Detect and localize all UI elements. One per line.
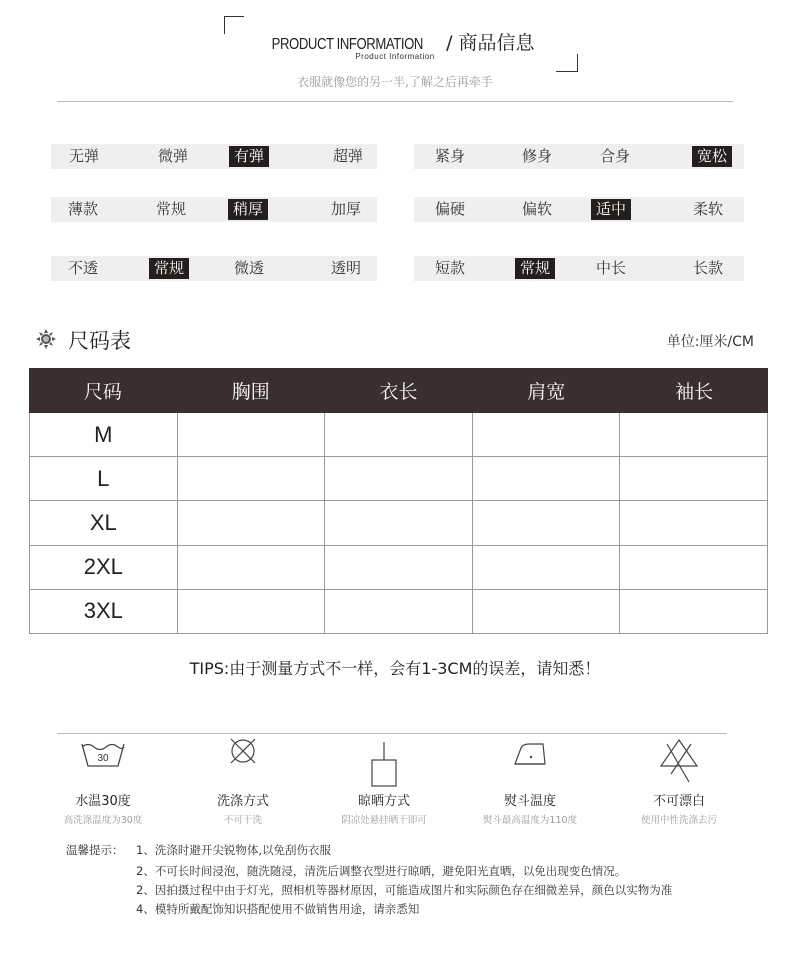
size-table-unit: 单位:厘米/CM (666, 334, 754, 350)
table-cell (620, 413, 768, 456)
sun-icon (36, 329, 56, 349)
care-label: 熨斗温度 (503, 794, 556, 809)
care-wash (38, 736, 168, 826)
attr-option: 透明 (331, 259, 362, 277)
attr-option: 无弹 (69, 147, 100, 165)
attr-option-selected: 有弹 (229, 146, 269, 167)
header-cell: 袖长 (675, 381, 714, 403)
size-cell: L (30, 457, 178, 500)
size-table-title: 尺码表 (68, 329, 131, 353)
attr-option: 短款 (435, 259, 466, 277)
table-row (29, 590, 768, 634)
attr-thickness (51, 197, 377, 222)
care-hang-dry (319, 736, 449, 826)
attr-option: 微弹 (158, 147, 189, 165)
wash-30-icon (78, 736, 128, 770)
attr-option-selected: 常规 (515, 258, 555, 279)
page-title-en: PRODUCT INFORMATION (272, 36, 424, 53)
attr-transparency (51, 256, 377, 281)
size-table (29, 368, 768, 634)
care-desc: 阴凉处悬挂晒干即可 (341, 815, 427, 826)
attr-option: 常规 (156, 200, 187, 218)
no-bleach-icon (657, 736, 701, 786)
attr-option: 偏硬 (435, 200, 466, 218)
size-table-header (29, 368, 768, 413)
header-corner-bottom-right (556, 54, 578, 72)
table-cell (178, 590, 326, 633)
care-bleach (614, 736, 744, 826)
no-dry-clean-icon (223, 736, 263, 770)
attr-option: 微透 (234, 259, 265, 277)
care-label: 洗涤方式 (216, 794, 269, 809)
size-cell: 2XL (30, 546, 178, 589)
attr-option-selected: 常规 (149, 258, 189, 279)
attr-fit (414, 144, 744, 169)
note-line: 4、模特所戴配饰知识搭配使用不做销售用途，请亲悉知 (136, 902, 420, 916)
measurement-tips: TIPS:由于测量方式不一样，会有1-3CM的误差，请知悉！ (189, 659, 601, 678)
attr-option: 薄款 (68, 200, 99, 218)
attr-option: 偏软 (522, 200, 553, 218)
attr-elasticity (51, 144, 377, 169)
care-divider (57, 733, 727, 734)
header-cell: 尺码 (83, 381, 122, 403)
size-cell: M (30, 413, 178, 456)
care-label: 水温30度 (75, 794, 131, 809)
care-label: 不可漂白 (652, 794, 705, 809)
attr-option: 中长 (596, 259, 627, 277)
table-cell (325, 457, 473, 500)
iron-icon (505, 736, 555, 770)
page-tagline: 衣服就像您的另一半,了解之后再牵手 (297, 75, 493, 89)
table-cell (325, 590, 473, 633)
care-dry-clean (178, 736, 308, 826)
header-cell: 肩宽 (527, 381, 566, 403)
svg-text:30: 30 (97, 753, 109, 764)
table-cell (620, 546, 768, 589)
table-cell (620, 457, 768, 500)
note-line: 1、洗涤时避开尖锐物体,以免刮伤衣服 (136, 843, 331, 857)
notes-label: 温馨提示： (66, 843, 124, 857)
table-cell (620, 501, 768, 544)
attr-softness (414, 197, 744, 222)
table-cell (473, 501, 621, 544)
size-cell: XL (30, 501, 178, 544)
header-cell: 衣长 (379, 381, 418, 403)
table-cell (178, 501, 326, 544)
header-cell: 胸围 (231, 381, 270, 403)
table-cell (473, 413, 621, 456)
attr-option: 合身 (600, 147, 631, 165)
table-cell (473, 590, 621, 633)
table-row (29, 501, 768, 545)
page-subtitle: Product Information (355, 52, 435, 61)
table-cell (325, 501, 473, 544)
table-cell (325, 413, 473, 456)
attr-option: 超弹 (333, 147, 364, 165)
care-iron (465, 736, 595, 826)
care-desc: 不可干洗 (223, 815, 262, 826)
table-cell (473, 457, 621, 500)
care-desc: 使用中性洗涤去污 (640, 815, 717, 826)
attr-option: 柔软 (693, 200, 724, 218)
attr-option: 紧身 (435, 147, 466, 165)
table-row (29, 413, 768, 457)
table-row (29, 457, 768, 501)
page-title (0, 28, 790, 55)
attr-option-selected: 稍厚 (228, 199, 268, 220)
care-desc: 高洗涤温度为30度 (63, 815, 143, 826)
attr-option: 修身 (522, 147, 553, 165)
header-divider (57, 101, 733, 102)
hang-dry-icon (364, 740, 404, 794)
table-cell (178, 457, 326, 500)
care-desc: 熨斗最高温度为110度 (482, 815, 578, 826)
size-cell: 3XL (30, 590, 178, 633)
care-label: 晾晒方式 (357, 794, 410, 809)
table-cell (325, 546, 473, 589)
note-line: 2、不可长时间浸泡，随洗随浸，清洗后调整衣型进行晾晒，避免阳光直晒，以免出现变色情况。 (136, 864, 627, 878)
table-row (29, 546, 768, 590)
table-cell (473, 546, 621, 589)
page-title-cn: / 商品信息 (446, 32, 535, 54)
attr-option: 不透 (68, 259, 99, 277)
attr-option: 加厚 (331, 200, 362, 218)
attr-option-selected: 宽松 (692, 146, 732, 167)
note-line: 2、因拍摄过程中由于灯光，照相机等器材原因，可能造成图片和实际颜色存在细微差异，颜色以实物为准 (136, 883, 673, 897)
table-cell (620, 590, 768, 633)
table-cell (178, 546, 326, 589)
table-cell (178, 413, 326, 456)
attr-length (414, 256, 744, 281)
attr-option: 长款 (693, 259, 724, 277)
attr-option-selected: 适中 (591, 199, 631, 220)
